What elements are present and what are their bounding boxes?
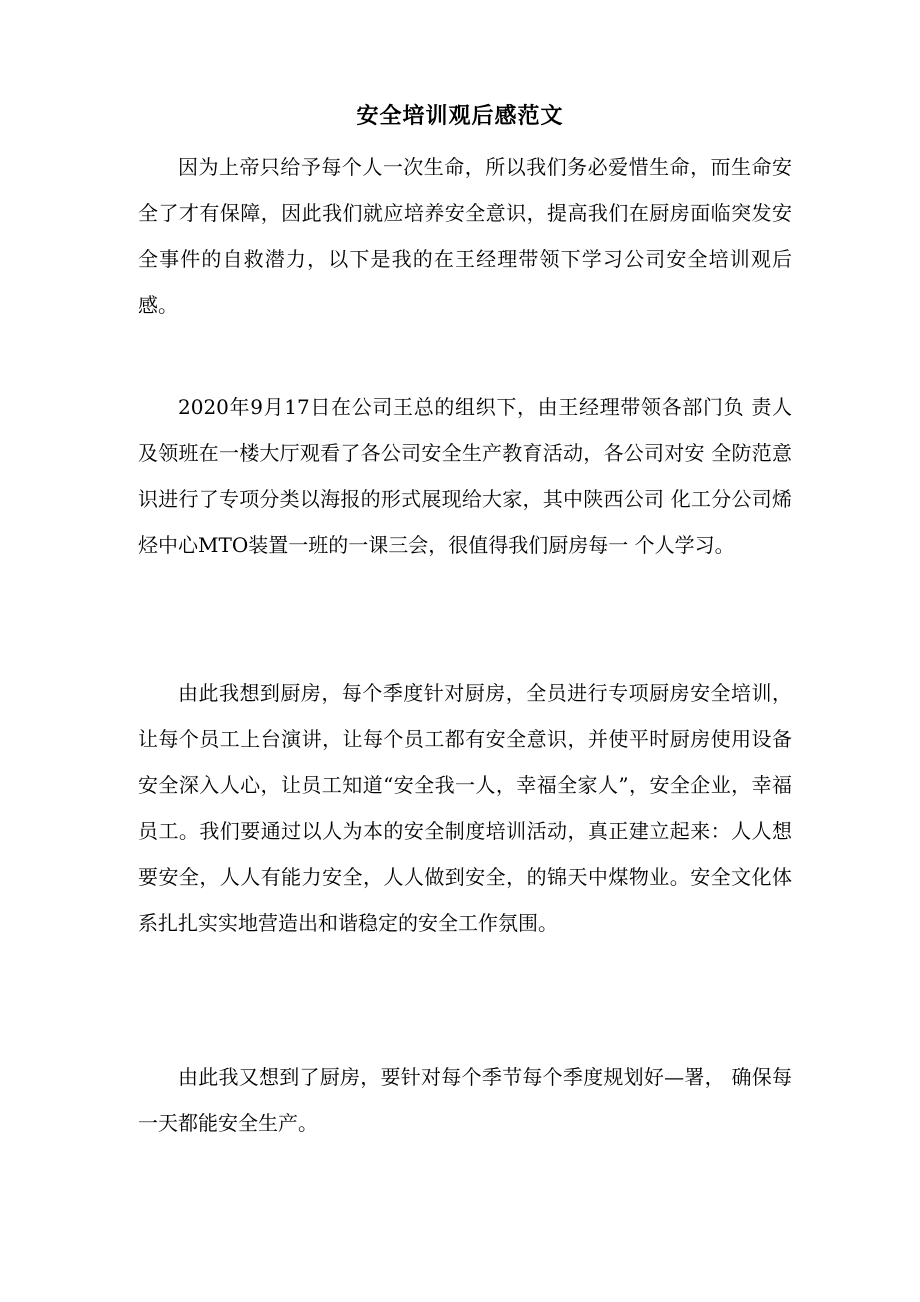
paragraph-event: 2020年9月17日在公司王总的组织下，由王经理带领各部门负 责人及领班在一楼大厅观看了各公司安全生产教育活动，各公司对安 全防范意识进行了专项分类以海报的形式展现给大家，其中陕西公司 化工分公司烯烃中心MTO装置一班的一课三会，很值得我们厨房每一 个人学习。 — [138, 395, 792, 557]
paragraph-reflection: 由此我想到厨房，每个季度针对厨房，全员进行专项厨房安全培训，让每个员工上台演讲，让每个员工都有安全意识，并使平时厨房使用设备安全深入人心，让员工知道“安全我一人，幸福全家人”，安全企业，幸福员工。我们要通过以人为本的安全制度培训活动，真正建立起来：人人想要安全，人人有能力安全，人人做到安全，的锦天中煤物业。安全文化体系扎扎实实地营造出和谐稳定的安全工作氛围。 — [138, 681, 792, 935]
document-title: 安全培训观后感范文 — [356, 103, 564, 129]
paragraph-intro: 因为上帝只给予每个人一次生命，所以我们务必爱惜生命，而生命安全了才有保障，因此我们就应培养安全意识，提高我们在厨房面临突发安全事件的自救潜力，以下是我的在王经理带领下学习公司安全培训观后感。 — [138, 155, 792, 317]
paragraph-conclusion: 由此我又想到了厨房，要针对每个季节每个季度规划好—署， 确保每一天都能安全生产。 — [138, 1065, 792, 1135]
